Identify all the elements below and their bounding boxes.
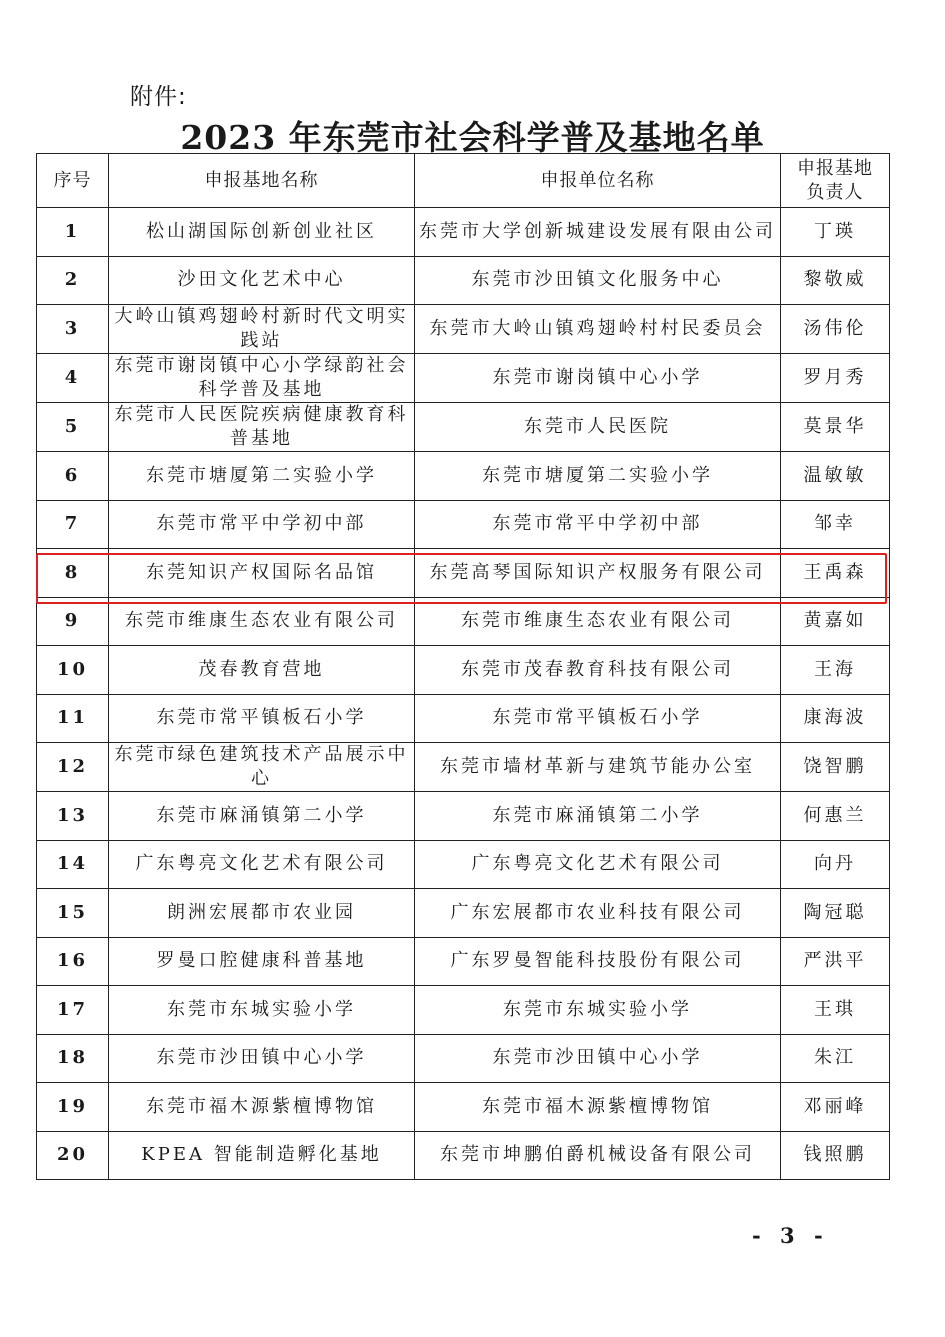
table-row	[37, 305, 890, 354]
row-unit-name: 东莞市人民医院	[415, 403, 781, 452]
row-index: 20	[37, 1131, 109, 1180]
table-row	[37, 840, 890, 889]
row-index: 1	[37, 208, 109, 257]
table-row	[37, 452, 890, 501]
table-row	[37, 354, 890, 403]
row-unit-name: 东莞市坤鹏伯爵机械设备有限公司	[415, 1131, 781, 1180]
row-person: 黎敬威	[781, 256, 890, 305]
row-person: 邓丽峰	[781, 1083, 890, 1132]
row-unit-name: 东莞市常平中学初中部	[415, 500, 781, 549]
row-unit-name: 东莞市福木源紫檀博物馆	[415, 1083, 781, 1132]
row-base-name: 松山湖国际创新创业社区	[109, 208, 415, 257]
row-base-name: 东莞知识产权国际名品馆	[109, 549, 415, 598]
row-person: 康海波	[781, 694, 890, 743]
table-row	[37, 1131, 890, 1180]
table-row	[37, 694, 890, 743]
row-unit-name: 东莞市茂春教育科技有限公司	[415, 646, 781, 695]
row-base-name: 东莞市塘厦第二实验小学	[109, 452, 415, 501]
table-row	[37, 256, 890, 305]
row-person: 饶智鹏	[781, 743, 890, 792]
row-person: 陶冠聪	[781, 889, 890, 938]
row-person: 向丹	[781, 840, 890, 889]
row-index: 4	[37, 354, 109, 403]
row-base-name: 东莞市常平镇板石小学	[109, 694, 415, 743]
row-unit-name: 东莞市大学创新城建设发展有限由公司	[415, 208, 781, 257]
table-row	[37, 208, 890, 257]
row-unit-name: 东莞市沙田镇中心小学	[415, 1034, 781, 1083]
table-header-row	[37, 154, 890, 208]
row-base-name: 东莞市常平中学初中部	[109, 500, 415, 549]
document-title: 2023 年东莞市社会科学普及基地名单	[180, 118, 765, 157]
table-row	[37, 889, 890, 938]
row-person: 罗月秀	[781, 354, 890, 403]
row-person: 王琪	[781, 986, 890, 1035]
row-base-name: 罗曼口腔健康科普基地	[109, 937, 415, 986]
row-base-name: 大岭山镇鸡翅岭村新时代文明实践站	[109, 305, 415, 354]
row-index: 15	[37, 889, 109, 938]
header-index: 序号	[37, 154, 109, 208]
row-person: 朱江	[781, 1034, 890, 1083]
table-row	[37, 403, 890, 452]
row-unit-name: 东莞市维康生态农业有限公司	[415, 597, 781, 646]
row-index: 12	[37, 743, 109, 792]
row-unit-name: 东莞市沙田镇文化服务中心	[415, 256, 781, 305]
row-person: 何惠兰	[781, 792, 890, 841]
row-base-name: 东莞市麻涌镇第二小学	[109, 792, 415, 841]
row-person: 王海	[781, 646, 890, 695]
header-unit-name: 申报单位名称	[415, 154, 781, 208]
row-index: 17	[37, 986, 109, 1035]
row-base-name: 广东粤亮文化艺术有限公司	[109, 840, 415, 889]
row-unit-name: 东莞市谢岗镇中心小学	[415, 354, 781, 403]
row-unit-name: 东莞市墙材革新与建筑节能办公室	[415, 743, 781, 792]
row-index: 6	[37, 452, 109, 501]
row-base-name: 东莞市绿色建筑技术产品展示中心	[109, 743, 415, 792]
row-unit-name: 东莞市常平镇板石小学	[415, 694, 781, 743]
row-index: 3	[37, 305, 109, 354]
table-body	[37, 154, 890, 1180]
table-row	[37, 937, 890, 986]
table-row	[37, 986, 890, 1035]
table-row	[37, 597, 890, 646]
row-index: 2	[37, 256, 109, 305]
row-index: 13	[37, 792, 109, 841]
row-index: 10	[37, 646, 109, 695]
table-row	[37, 1034, 890, 1083]
row-unit-name: 东莞市东城实验小学	[415, 986, 781, 1035]
row-unit-name: 东莞市大岭山镇鸡翅岭村村民委员会	[415, 305, 781, 354]
table-row	[37, 743, 890, 792]
row-base-name: 东莞市人民医院疾病健康教育科普基地	[109, 403, 415, 452]
row-base-name: 东莞市沙田镇中心小学	[109, 1034, 415, 1083]
row-index: 7	[37, 500, 109, 549]
row-person: 莫景华	[781, 403, 890, 452]
row-unit-name: 东莞市塘厦第二实验小学	[415, 452, 781, 501]
row-unit-name: 广东宏展都市农业科技有限公司	[415, 889, 781, 938]
table-row	[37, 500, 890, 549]
row-unit-name: 广东粤亮文化艺术有限公司	[415, 840, 781, 889]
row-unit-name: 广东罗曼智能科技股份有限公司	[415, 937, 781, 986]
row-index: 5	[37, 403, 109, 452]
page-number: - 3 -	[752, 1223, 829, 1248]
row-index: 14	[37, 840, 109, 889]
row-base-name: 东莞市福木源紫檀博物馆	[109, 1083, 415, 1132]
row-base-name: KPEA 智能制造孵化基地	[109, 1131, 415, 1180]
row-base-name: 朗洲宏展都市农业园	[109, 889, 415, 938]
table-row	[37, 549, 890, 598]
table-row	[37, 646, 890, 695]
row-person: 温敏敏	[781, 452, 890, 501]
row-person: 王禹森	[781, 549, 890, 598]
row-base-name: 沙田文化艺术中心	[109, 256, 415, 305]
base-list-table	[36, 153, 890, 1180]
table-row	[37, 1083, 890, 1132]
row-person: 严洪平	[781, 937, 890, 986]
row-person: 黄嘉如	[781, 597, 890, 646]
row-base-name: 茂春教育营地	[109, 646, 415, 695]
row-index: 19	[37, 1083, 109, 1132]
row-index: 8	[37, 549, 109, 598]
table-row	[37, 792, 890, 841]
row-base-name: 东莞市东城实验小学	[109, 986, 415, 1035]
row-base-name: 东莞市谢岗镇中心小学绿韵社会科学普及基地	[109, 354, 415, 403]
row-person: 钱照鹏	[781, 1131, 890, 1180]
row-unit-name: 东莞市麻涌镇第二小学	[415, 792, 781, 841]
header-person-in-charge: 申报基地负责人	[781, 154, 890, 208]
row-index: 16	[37, 937, 109, 986]
row-base-name: 东莞市维康生态农业有限公司	[109, 597, 415, 646]
header-base-name: 申报基地名称	[109, 154, 415, 208]
row-person: 邹幸	[781, 500, 890, 549]
attachment-label: 附件:	[130, 84, 187, 110]
row-index: 11	[37, 694, 109, 743]
row-unit-name: 东莞高琴国际知识产权服务有限公司	[415, 549, 781, 598]
row-person: 汤伟伦	[781, 305, 890, 354]
row-person: 丁瑛	[781, 208, 890, 257]
row-index: 9	[37, 597, 109, 646]
row-index: 18	[37, 1034, 109, 1083]
